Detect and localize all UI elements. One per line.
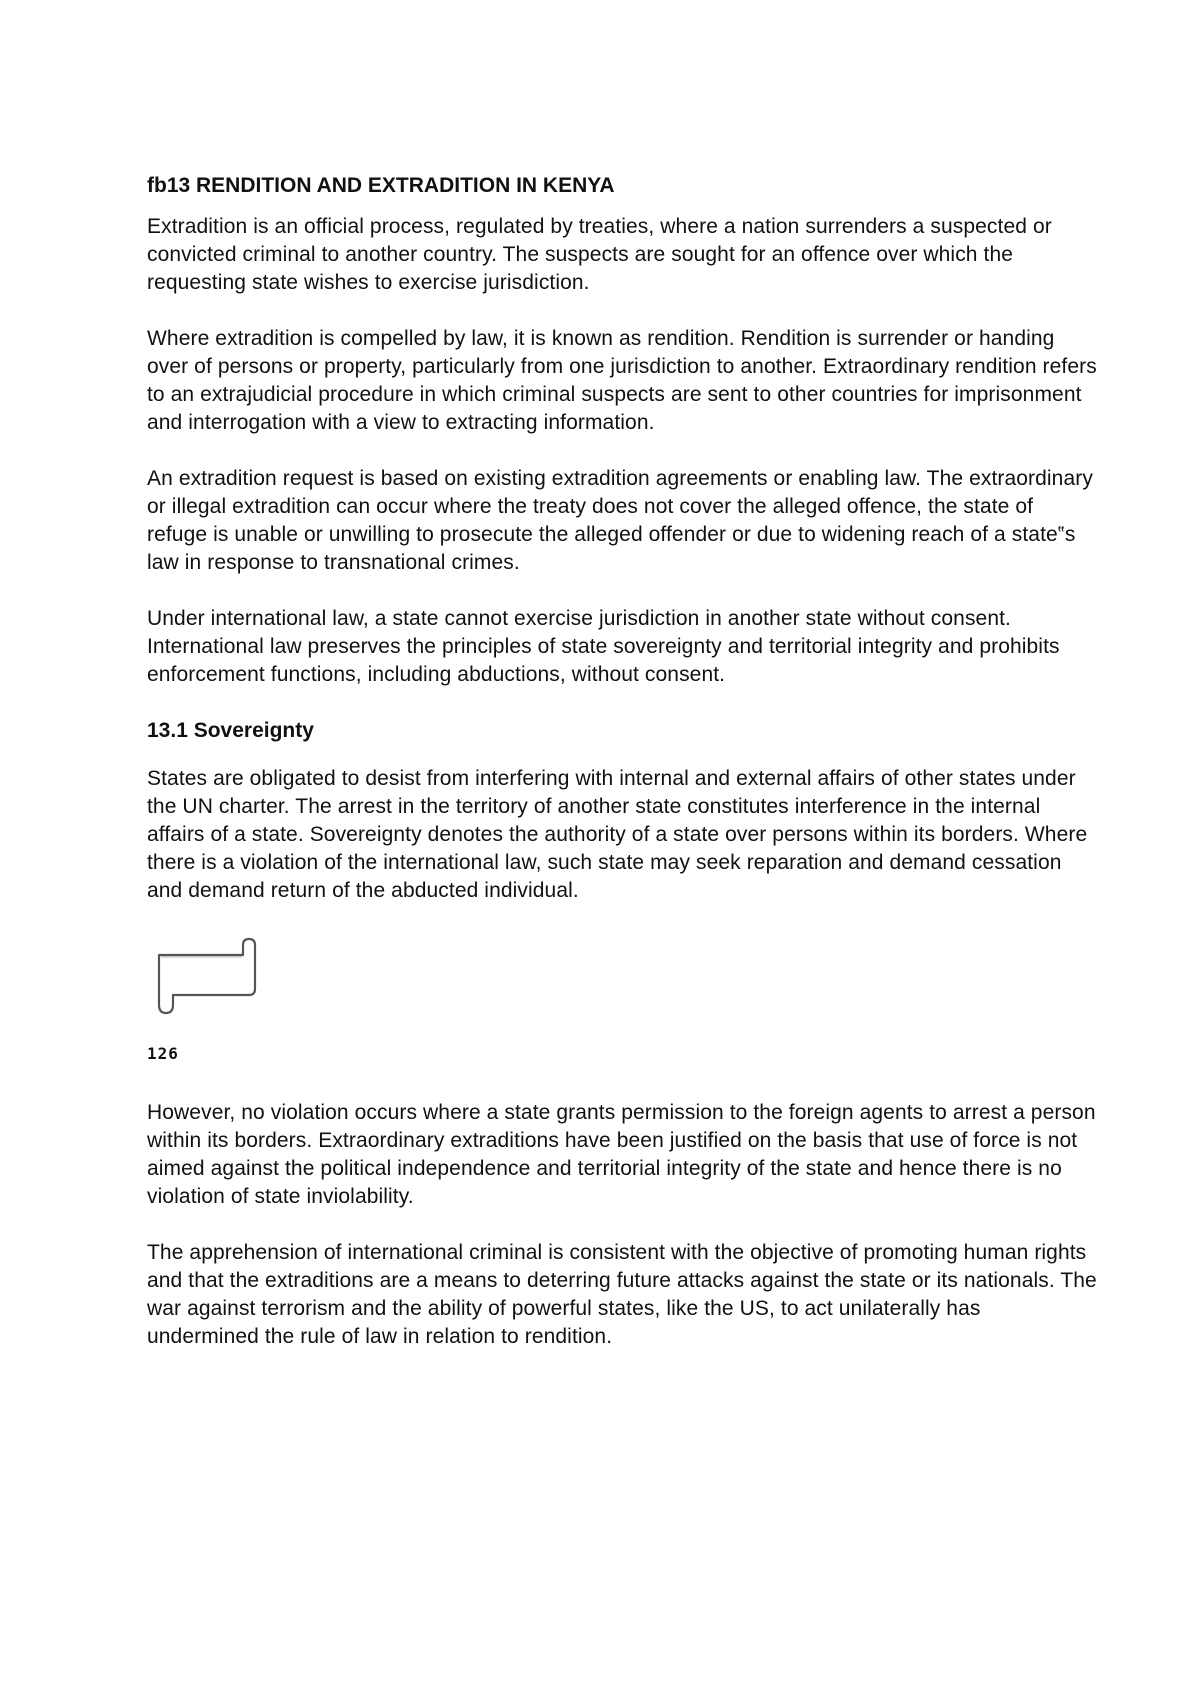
document-page — [147, 172, 1097, 1379]
page-number: 126 — [147, 1044, 179, 1063]
document-title: fb13 RENDITION AND EXTRADITION IN KENYA — [147, 174, 615, 197]
paragraph-apprehension: The apprehension of international criminal is consistent with the objective of promoting human rights and that the extraditions are a means to deterring future attacks against the state or its nationals. The war against terrorism and the ability of powerful states, like the US, to act unilaterally has undermined the rule of law in relation to rendition. — [147, 1241, 1097, 1348]
section-heading-sovereignty: 13.1 Sovereignty — [147, 719, 314, 742]
scroll-shape-icon — [147, 933, 267, 1023]
scroll-shape-graphic — [147, 933, 267, 1023]
paragraph-permission: However, no violation occurs where a state grants permission to the foreign agents to arrest a person within its borders. Extraordinary extraditions have been justified on the basis that use of force is not aimed against the political independence and territorial integrity of the state and hence there is no violation of state inviolability. — [147, 1101, 1096, 1208]
paragraph-sovereignty: States are obligated to desist from interfering with internal and external affairs of other states under the UN charter. The arrest in the territory of another state constitutes interference in the internal affairs of a state. Sovereignty denotes the authority of a state over persons within its borders. Where there is a violation of the international law, such state may seek reparation and demand cessation and demand return of the abducted individual. — [147, 767, 1088, 902]
paragraph-international-law: Under international law, a state cannot exercise jurisdiction in another state without consent. International law preserves the principles of state sovereignty and territorial integrity and prohibits enforcement functions, including abductions, without consent. — [147, 607, 1060, 686]
paragraph-extradition-definition: Extradition is an official process, regulated by treaties, where a nation surrenders a suspected or convicted criminal to another country. The suspects are sought for an offence over which the requesting state wishes to exercise jurisdiction. — [147, 215, 1052, 294]
paragraph-extradition-request: An extradition request is based on existing extradition agreements or enabling law. The extraordinary or illegal extradition can occur where the treaty does not cover the alleged offence, the state of refuge is unable or unwilling to prosecute the alleged offender or due to widening reach of a state‟s law in response to transnational crimes. — [147, 467, 1093, 574]
paragraph-rendition-definition: Where extradition is compelled by law, it is known as rendition. Rendition is surrender or handing over of persons or property, particularly from one jurisdiction to another. Extraordinary rendition refers to an extrajudicial procedure in which criminal suspects are sent to other countries for imprisonment and interrogation with a view to extracting information. — [147, 327, 1097, 434]
